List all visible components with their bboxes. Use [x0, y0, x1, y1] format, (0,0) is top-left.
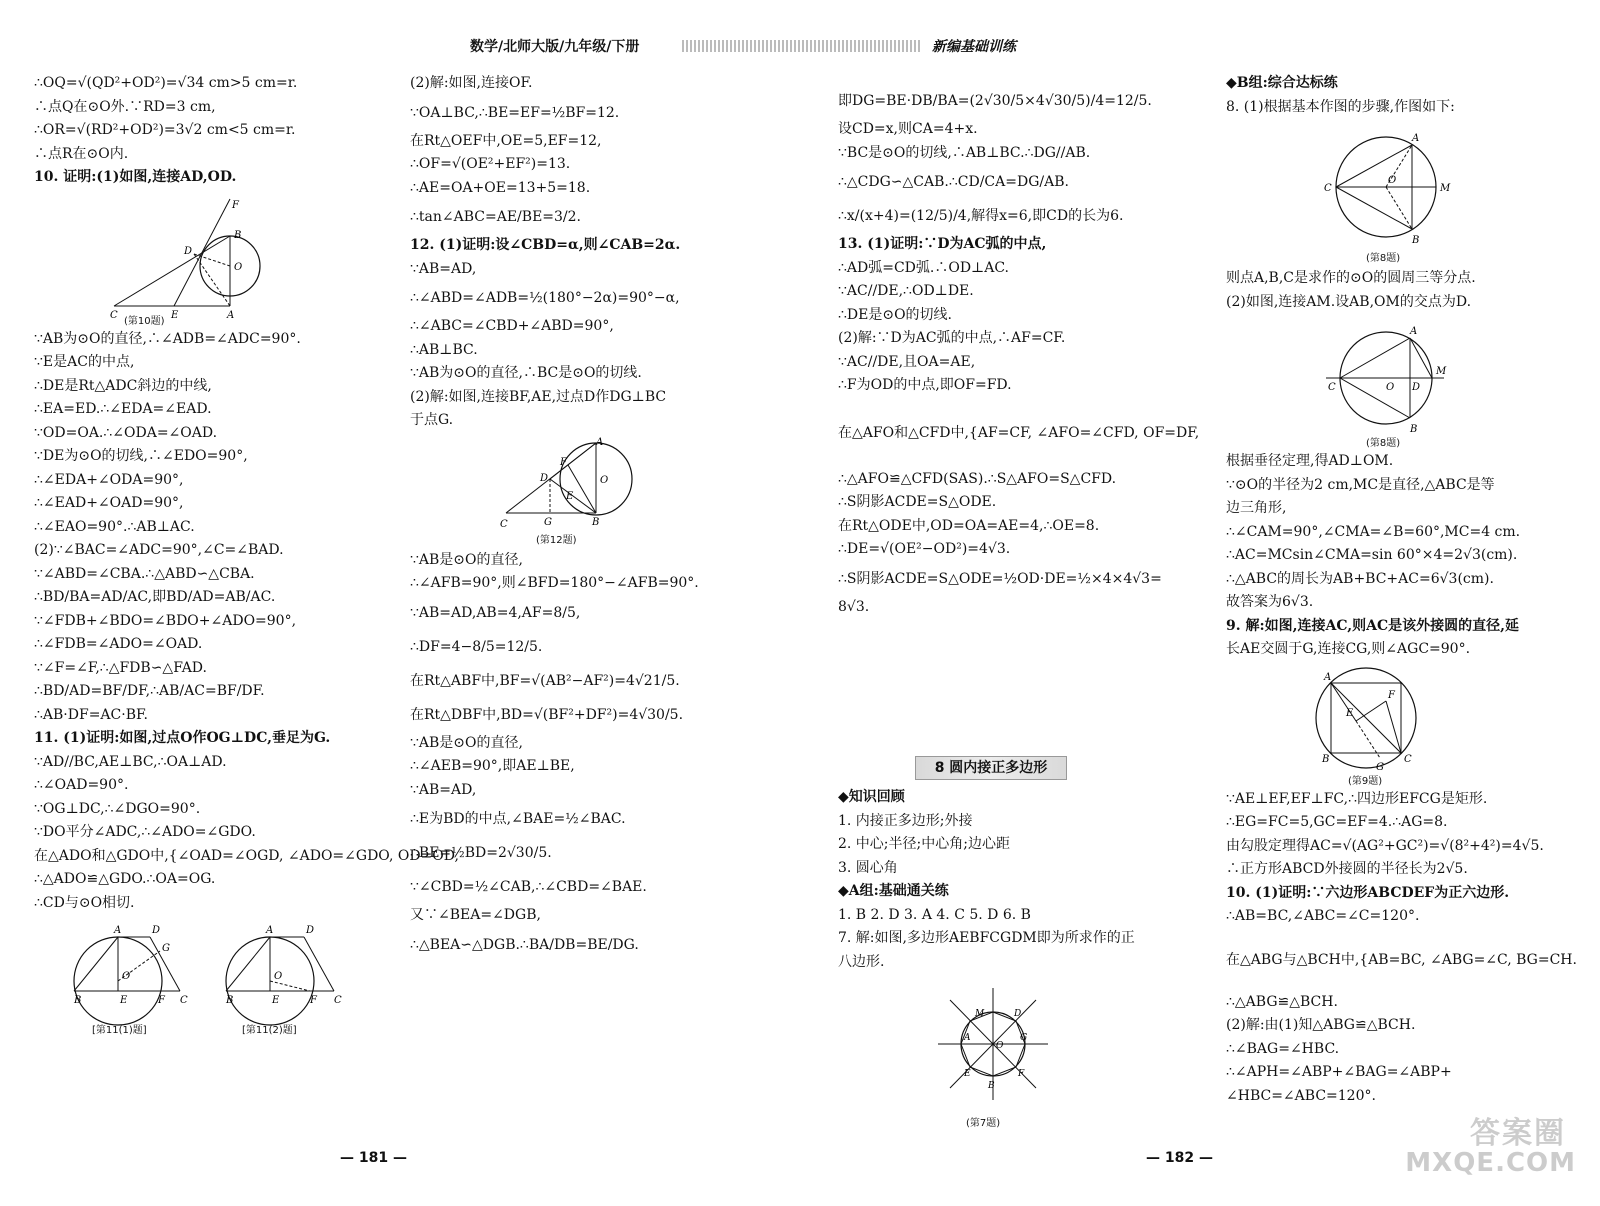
svg-text:B: B: [988, 1081, 995, 1091]
figure-12-caption: (第12题): [536, 534, 577, 546]
problem-10-heading: 10. 证明:(1)如图,连接AD,OD.: [34, 169, 237, 185]
svg-text:A: A: [114, 925, 122, 936]
svg-text:C: C: [110, 309, 118, 321]
svg-text:O: O: [1388, 175, 1397, 186]
text-line: 根据垂径定理,得AD⊥OM.: [1226, 453, 1394, 469]
text-line: ∵DE为⊙O的切线,∴∠EDO=90°,: [34, 448, 248, 464]
svg-text:E: E: [1346, 707, 1354, 719]
svg-text:F: F: [158, 995, 165, 1006]
svg-text:F: F: [310, 995, 317, 1006]
problem-12-heading: 12. (1)证明:设∠CBD=α,则∠CAB=2α.: [410, 237, 681, 253]
text-line: 3. 圆心角: [838, 859, 898, 876]
svg-text:D: D: [1014, 1009, 1022, 1019]
subheading: ◆知识回顾: [838, 789, 905, 805]
svg-text:B: B: [592, 516, 600, 528]
text-line: 2. 中心;半径;中心角;边心距: [838, 836, 1010, 852]
text-line: ∴EA=ED.∴∠EDA=∠EAD.: [34, 401, 212, 417]
figure-11: [34, 919, 379, 1039]
svg-text:G: G: [544, 516, 552, 528]
svg-text:C: C: [1328, 382, 1336, 393]
text-line: (2)解:如图,连接OF.: [410, 75, 533, 91]
figure-8a-diagram: [1226, 123, 1486, 263]
text-line: ∴DE是Rt△ADC斜边的中线,: [34, 377, 212, 394]
text-line: ∴∠AFB=90°,则∠BFD=180°−∠AFB=90°.: [410, 575, 699, 591]
figure-9: [1226, 666, 1576, 787]
text-line: ∴AB·DF=AC·BF.: [34, 706, 148, 723]
text-line: 边三角形,: [1226, 500, 1287, 516]
text-line: ∴DF=4−8/5=12/5.: [410, 638, 543, 655]
watermark-line-1: 答案圈: [1470, 1116, 1566, 1151]
figure-12-diagram: [410, 437, 660, 545]
svg-text:E: E: [566, 490, 574, 502]
svg-text:A: A: [266, 925, 274, 936]
svg-text:O: O: [234, 261, 243, 273]
text-line: ∴∠EAD+∠OAD=90°,: [34, 495, 184, 511]
text-line: ∴S阴影ACDE=S△ODE.: [838, 494, 997, 510]
figure-10-diagram: [34, 194, 284, 324]
svg-text:C: C: [334, 995, 342, 1006]
text-line: ∴F为OD的中点,即OF=FD.: [838, 377, 1012, 393]
svg-text:C: C: [1404, 753, 1412, 765]
text-line: ∴∠BAG=∠HBC.: [1226, 1040, 1340, 1057]
text-line: ∴OQ=√(QD²+OD²)=√34 cm>5 cm=r.: [34, 75, 298, 91]
text-line: 则点A,B,C是求作的⊙O的圆周三等分点.: [1226, 270, 1476, 286]
page-number-left: — 181 —: [340, 1150, 407, 1166]
svg-text:A: A: [1324, 671, 1332, 683]
figure-8b-caption: (第8题): [1366, 438, 1401, 449]
svg-text:A: A: [1412, 133, 1420, 144]
text-line: ∵DO平分∠ADC,∴∠ADO=∠GDO.: [34, 824, 256, 840]
text-line: ∴∠ABC=∠CBD+∠ABD=90°,: [410, 318, 614, 334]
svg-text:G: G: [162, 943, 170, 954]
text-line: ∵AB是⊙O的直径,: [410, 734, 523, 751]
svg-text:F: F: [560, 456, 567, 468]
text-line: ∴OR=√(RD²+OD²)=3√2 cm<5 cm=r.: [34, 122, 296, 138]
figure-8a-caption: (第8题): [1366, 253, 1401, 264]
text-line: 7. 解:如图,多边形AEBFCGDM即为所求作的正: [838, 930, 1135, 946]
text-line: ∵AB为⊙O的直径,∴BC是⊙O的切线.: [410, 365, 642, 381]
text-line: ∵AB为⊙O的直径,∴∠ADB=∠ADC=90°.: [34, 330, 301, 347]
figure-8b: [1226, 318, 1576, 449]
text-line: 又∵∠BEA=∠DGB,: [410, 907, 541, 923]
text-line: ∵E是AC的中点,: [34, 354, 135, 370]
header-right: 新编基础训练: [932, 39, 1016, 55]
page-header: [470, 36, 1030, 56]
svg-text:O: O: [1386, 382, 1395, 393]
svg-text:O: O: [122, 971, 131, 982]
text-line: ∴DE是⊙O的切线.: [838, 306, 953, 323]
text-line: (2)解:如图,连接BF,AE,过点D作DG⊥BC: [410, 388, 667, 405]
text-line: ∴E为BD的中点,∠BAE=½∠BAC.: [410, 811, 626, 827]
text-line: ∵AB=AD,: [410, 260, 477, 277]
svg-text:F: F: [1018, 1069, 1025, 1079]
svg-text:B: B: [1412, 235, 1420, 246]
text-line: ∴AD弧=CD弧.∴OD⊥AC.: [838, 259, 1010, 276]
text-line: ∵∠F=∠F,∴△FDB∽△FAD.: [34, 659, 207, 676]
figure-7-caption: (第7题): [966, 1118, 1001, 1129]
svg-text:C: C: [500, 518, 508, 530]
text-line: ∴∠EAO=90°.∴AB⊥AC.: [34, 518, 195, 535]
column-2: [410, 72, 780, 962]
column-3-bottom: [838, 786, 1193, 1132]
text-line: 由勾股定理得AC=√(AG²+GC²)=√(8²+4²)=4√5.: [1226, 837, 1544, 854]
problem-10b-heading: 10. (1)证明:∵六边形ABCDEF为正六边形.: [1226, 884, 1510, 901]
text-line: ∴S阴影ACDE=S△ODE=½OD·DE=½×4×4√3=: [838, 570, 1162, 587]
figure-11-diagrams: [34, 919, 374, 1039]
text-line: (2)如图,连接AM.设AB,OM的交点为D.: [1226, 293, 1472, 310]
svg-text:A: A: [1410, 326, 1418, 337]
text-line: ∴AB⊥BC.: [410, 341, 478, 358]
text-line: ∴∠APH=∠ABP+∠BAG=∠ABP+: [1226, 1064, 1452, 1080]
text-line: ∴△ADO≌△GDO.∴OA=OG.: [34, 871, 216, 887]
svg-text:E: E: [272, 995, 280, 1006]
text-line: ∴AB=BC,∠ABC=∠C=120°.: [1226, 908, 1420, 924]
svg-text:O: O: [600, 474, 609, 486]
figure-11a-caption: [第11(1)题]: [92, 1025, 147, 1036]
problem-13-heading: 13. (1)证明:∵D为AC弧的中点,: [838, 236, 1047, 252]
svg-text:B: B: [234, 229, 242, 241]
page-number-right: — 182 —: [1146, 1150, 1213, 1166]
text-line: 在Rt△ABF中,BF=√(AB²−AF²)=4√21/5.: [410, 672, 680, 689]
text-line: 设CD=x,则CA=4+x.: [838, 121, 978, 137]
text-line: ∵BC是⊙O的切线,∴AB⊥BC.∴DG//AB.: [838, 144, 1091, 161]
svg-text:A: A: [964, 1033, 971, 1043]
text-line: ∴∠OAD=90°.: [34, 777, 129, 793]
problem-9-heading: 9. 解:如图,连接AC,则AC是该外接圆的直径,延: [1226, 617, 1520, 634]
text-line: 8. (1)根据基本作图的步骤,作图如下:: [1226, 98, 1455, 115]
svg-text:O: O: [274, 971, 283, 982]
text-line: ∵AD//BC,AE⊥BC,∴OA⊥AD.: [34, 753, 227, 770]
text-line: ∴AC=MCsin∠CMA=sin 60°×4=2√3(cm).: [1226, 547, 1518, 563]
column-4: [1226, 72, 1576, 1108]
figure-7: [838, 978, 1193, 1128]
text-line: ∴△ABC的周长为AB+BC+AC=6√3(cm).: [1226, 570, 1494, 587]
svg-text:D: D: [1412, 382, 1421, 393]
text-line: ∴BD/BA=AD/AC,即BD/AD=AB/AC.: [34, 589, 276, 605]
text-line: ∵∠ABD=∠CBA.∴△ABD∽△CBA.: [34, 565, 255, 582]
text-line: ∴EG=FC=5,GC=EF=4.∴AG=8.: [1226, 814, 1448, 830]
text-line: ∵AB=AD,AB=4,AF=8/5,: [410, 604, 581, 621]
subheading: ◆B组:综合达标练: [1226, 75, 1338, 91]
text-line: ∴x/(x+4)=(12/5)/4,解得x=6,即CD的长为6.: [838, 208, 1124, 224]
text-line: ∴BD/AD=BF/DF,∴AB/AC=BF/DF.: [34, 683, 265, 699]
svg-text:O: O: [996, 1041, 1004, 1051]
text-line: ∴OF=√(OE²+EF²)=13.: [410, 156, 571, 172]
text-line: ∴∠CAM=90°,∠CMA=∠B=60°,MC=4 cm.: [1226, 523, 1521, 540]
svg-text:E: E: [120, 995, 128, 1006]
text-line: 长AE交圆于G,连接CG,则∠AGC=90°.: [1226, 641, 1471, 657]
text-line: 八边形.: [838, 953, 885, 970]
text-line: 8√3.: [838, 598, 870, 615]
text-line: 于点G.: [410, 412, 454, 428]
svg-text:E: E: [171, 309, 179, 321]
figure-10-caption: (第10题): [124, 315, 165, 327]
svg-text:B: B: [1322, 753, 1330, 765]
text-line: ∵⊙O的半径为2 cm,MC是直径,△ABC是等: [1226, 476, 1495, 493]
svg-text:A: A: [227, 309, 235, 321]
svg-text:D: D: [540, 472, 549, 484]
figure-7-diagram: [838, 978, 1088, 1128]
text-line: ∴∠AEB=90°,即AE⊥BE,: [410, 758, 575, 774]
svg-text:C: C: [1324, 183, 1332, 194]
text-line: ∵AB=AD,: [410, 781, 477, 798]
figure-9-caption: (第9题): [1348, 775, 1383, 787]
text-line: ∴BE=½BD=2√30/5.: [410, 845, 552, 861]
text-line: ∵∠CBD=½∠CAB,∴∠CBD=∠BAE.: [410, 879, 647, 895]
header-left: 数学/北师大版/九年级/下册: [470, 39, 640, 55]
text-line: ∴∠ABD=∠ADB=½(180°−2α)=90°−α,: [410, 290, 680, 306]
text-line: ∵∠FDB+∠BDO=∠BDO+∠ADO=90°,: [34, 612, 297, 629]
svg-text:A: A: [596, 436, 604, 448]
text-line: 在Rt△ODE中,OD=OA=AE=4,∴OE=8.: [838, 517, 1100, 534]
text-line: ∵AB是⊙O的直径,: [410, 551, 523, 568]
svg-text:M: M: [975, 1009, 985, 1019]
text-line: (2)解:由(1)知△ABG≌△BCH.: [1226, 1017, 1416, 1033]
svg-text:M: M: [1436, 366, 1447, 377]
text-line: ∴正方形ABCD外接圆的半径长为2√5.: [1226, 861, 1468, 877]
figure-11b-caption: [第11(2)题]: [242, 1025, 297, 1036]
text-line: ∴点R在⊙O内.: [34, 145, 129, 162]
text-line: ∵OG⊥DC,∴∠DGO=90°.: [34, 800, 201, 817]
text-line: (2)解:∵D为AC弧的中点,∴AF=CF.: [838, 330, 1066, 346]
svg-text:B: B: [1410, 424, 1418, 435]
text-line: ∠HBC=∠ABC=120°.: [1226, 1087, 1376, 1104]
text-line: ∴DE=√(OE²−OD²)=4√3.: [838, 541, 1011, 557]
svg-text:B: B: [226, 995, 234, 1006]
svg-text:G: G: [1020, 1033, 1028, 1043]
text-line: ∴∠FDB=∠ADO=∠OAD.: [34, 636, 203, 652]
svg-text:E: E: [964, 1069, 971, 1079]
header-decoration: [682, 40, 922, 52]
text-line: ∴△ABG≌△BCH.: [1226, 993, 1338, 1010]
figure-8b-diagram: [1226, 318, 1486, 446]
svg-text:B: B: [74, 995, 82, 1006]
figure-10: [34, 194, 379, 327]
text-line: ∵AC//DE,且OA=AE,: [838, 353, 976, 370]
text-line: ∵AC//DE,∴OD⊥DE.: [838, 283, 974, 299]
text-line: ∴△CDG∽△CAB.∴CD/CA=DG/AB.: [838, 174, 1069, 190]
text-line: ∴△AFO≌△CFD(SAS).∴S△AFO=S△CFD.: [838, 470, 1117, 487]
text-line: ∴∠EDA+∠ODA=90°,: [34, 471, 184, 488]
svg-text:F: F: [232, 199, 239, 211]
svg-text:D: D: [184, 245, 193, 257]
text-line: ∴AE=OA+OE=13+5=18.: [410, 179, 591, 196]
text-line: 1. B 2. D 3. A 4. C 5. D 6. B: [838, 906, 1031, 923]
watermark-line-2: MXQE.COM: [1405, 1148, 1576, 1178]
svg-text:C: C: [180, 995, 188, 1006]
text-line: ∵OD=OA.∴∠ODA=∠OAD.: [34, 424, 218, 441]
text-line: ∴△BEA∽△DGB.∴BA/DB=BE/DG.: [410, 936, 639, 953]
section-title: 8 圆内接正多边形: [915, 756, 1067, 780]
text-line: 1. 内接正多边形;外接: [838, 812, 973, 829]
text-line: ∴点Q在⊙O外.∵RD=3 cm,: [34, 98, 216, 115]
text-line: 在Rt△DBF中,BD=√(BF²+DF²)=4√30/5.: [410, 706, 684, 723]
text-line: (2)∵∠BAC=∠ADC=90°,∠C=∠BAD.: [34, 542, 284, 558]
figure-12: [410, 437, 780, 545]
text-line: 在△ABG与△BCH中,{AB=BC, ∠ABG=∠C, BG=CH.: [1226, 951, 1577, 968]
svg-text:M: M: [1440, 183, 1451, 194]
text-line: 故答案为6√3.: [1226, 594, 1314, 610]
text-line: ∴CD与⊙O相切.: [34, 894, 135, 911]
problem-11-heading: 11. (1)证明:如图,过点O作OG⊥DC,垂足为G.: [34, 730, 331, 746]
figure-8a: [1226, 123, 1576, 263]
text-line: 在Rt△OEF中,OE=5,EF=12,: [410, 132, 602, 149]
text-line: ∵OA⊥BC,∴BE=EF=½BF=12.: [410, 104, 620, 121]
text-line: ∴tan∠ABC=AE/BE=3/2.: [410, 209, 581, 225]
column-3: [838, 72, 1200, 619]
svg-text:G: G: [1376, 761, 1384, 773]
text-line: ∵AE⊥EF,EF⊥FC,∴四边形EFCG是矩形.: [1226, 790, 1488, 807]
svg-text:F: F: [1388, 689, 1395, 701]
watermark: [1405, 1108, 1576, 1188]
figure-9-diagram: [1226, 666, 1486, 784]
svg-text:D: D: [152, 925, 161, 936]
text-line: 即DG=BE·DB/BA=(2√30/5×4√30/5)/4=12/5.: [838, 93, 1152, 109]
subheading: ◆A组:基础通关练: [838, 883, 949, 899]
text-line: 在△ADO和△GDO中,{∠OAD=∠OGD, ∠ADO=∠GDO, OD=OD,: [34, 847, 459, 864]
text-line: 在△AFO和△CFD中,{AF=CF, ∠AFO=∠CFD, OF=DF,: [838, 424, 1200, 441]
svg-text:D: D: [306, 925, 315, 936]
